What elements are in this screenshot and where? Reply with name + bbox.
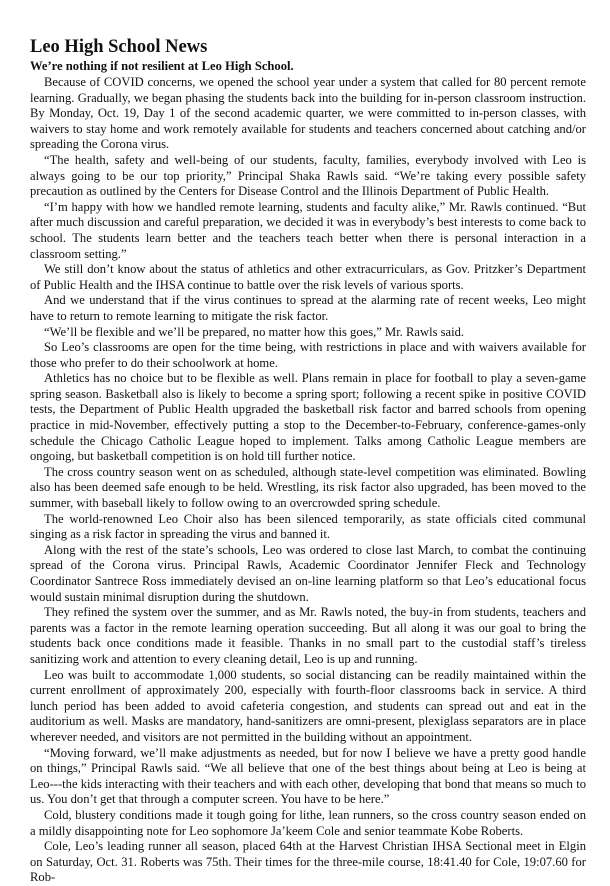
- paragraph: “We’ll be flexible and we’ll be prepared, no matter how this goes,” Mr. Rawls said.: [44, 324, 465, 339]
- paragraph: Leo was built to accommodate 1,000 students, so social distancing can be readily maintained within the current enrollment of approximately 200, especially with fourth-floor classrooms back in service. A third lunch period has been added to avoid cafeteria congestion, and students can spread out and eat in the auditorium as well. Masks are mandatory, hand-sanitizers are omni-present, plexiglass separators are in place wherever needed, and visitors are not permitted in the building without an appointment.: [30, 667, 586, 744]
- article-body: [30, 75, 586, 886]
- paragraph: “Moving forward, we’ll make adjustments as needed, but for now I believe we have a pretty good handle on things,” Principal Rawls said. “We all believe that one of the best things about being at Leo is being at Leo---the kids interacting with their teachers and with each other, developing that bond that means so much to us. You don’t get that through a computer screen. You have to be here.”: [30, 745, 586, 807]
- paragraph: They refined the system over the summer, and as Mr. Rawls noted, the buy-in from students, teachers and parents was a factor in the remote learning operation succeeding. But all along it was our goal to bring the students back once conditions made it feasible. Thanks in no small part to the custodial staff’s tireless sanitizing work and attention to every cleaning detail, Leo is up and running.: [30, 605, 586, 666]
- paragraph: And we understand that if the virus continues to spread at the alarming rate of recent weeks, Leo might have to return to remote learning to mitigate the risk factor.: [30, 293, 586, 323]
- paragraph: Cole, Leo’s leading runner all season, placed 64th at the Harvest Christian IHSA Sectional meet in Elgin on Saturday, Oct. 31. Roberts was 75th. Their times for the three-mile course, 18:41.40 for Cole, 19:07.60 for Rob-: [30, 839, 586, 885]
- paragraph: So Leo’s classrooms are open for the time being, with restrictions in place and with waivers available for those who prefer to do their schoolwork at home.: [30, 340, 586, 370]
- paragraph: Along with the rest of the state’s schools, Leo was ordered to close last March, to combat the continuing spread of the Corona virus. Principal Rawls, Academic Coordinator Jennifer Fleck and Technology Coordinator Santrece Ross immediately devised an on-line learning platform so that Leo’s educational focus would sustain minimal disruption during the shutdown.: [30, 542, 586, 604]
- article-subtitle: We’re nothing if not resilient at Leo High School.: [30, 59, 294, 73]
- paragraph: Cold, blustery conditions made it tough going for lithe, lean runners, so the cross country season ended on a mildly disappointing note for Leo sophomore Ja’keem Cole and senior teammate Kobe Roberts.: [30, 807, 586, 838]
- paragraph: “The health, safety and well-being of our students, faculty, families, everybody involved with Leo is always going to be our top priority,” Principal Shaka Rawls said. “We’re taking every possible safety precaution as outlined by the Centers for Disease Control and the Illinois Department of Public Health.: [30, 152, 586, 199]
- news-article: [30, 36, 586, 885]
- paragraph: Athletics has no choice but to be flexible as well. Plans remain in place for football to play a seven-game spring season. Basketball also is likely to become a spring sport; following a recent spike in positive COVID tests, the Department of Public Health upgraded the basketball risk factor and barred schools from opening practice in mid-November, effectively putting a stop to the December-to-February, conference-games-only schedule the Chicago Catholic League hoped to implement. Talks among Catholic League members are ongoing, but basketball competition is on hold till further notice.: [30, 371, 586, 464]
- paragraph: Because of COVID concerns, we opened the school year under a system that called for 80 percent remote learning. Gradually, we began phasing the students back into the building for in-person classroom instruction. By Monday, Oct. 19, Day 1 of the second academic quarter, we were committed to in-person classes, with waivers to stay home and work remotely available for students and teachers concerned about catching and/or spreading the Corona virus.: [30, 75, 586, 152]
- paragraph: The world-renowned Leo Choir also has been silenced temporarily, as state officials cited communal singing as a risk factor in spreading the virus and banned it.: [30, 511, 586, 542]
- paragraph: The cross country season went on as scheduled, although state-level competition was eliminated. Bowling also has been deemed safe enough to be held. Wrestling, its risk factor also upgraded, has been moved to the summer, with baseball likely to follow owing to an overcrowded spring schedule.: [30, 464, 586, 511]
- article-title: Leo High School News: [30, 37, 208, 57]
- paragraph: We still don’t know about the status of athletics and other extracurriculars, as Gov. Pritzker’s Department of Public Health and the IHSA continue to battle over the risk levels of various sports.: [30, 262, 586, 292]
- paragraph: “I’m happy with how we handled remote learning, students and faculty alike,” Mr. Rawls continued. “But after much discussion and careful preparation, we decided it was in everybody’s best interests to come back to school. The students learn better and the teachers teach better when there is personal interaction in a classroom setting.”: [30, 199, 586, 261]
